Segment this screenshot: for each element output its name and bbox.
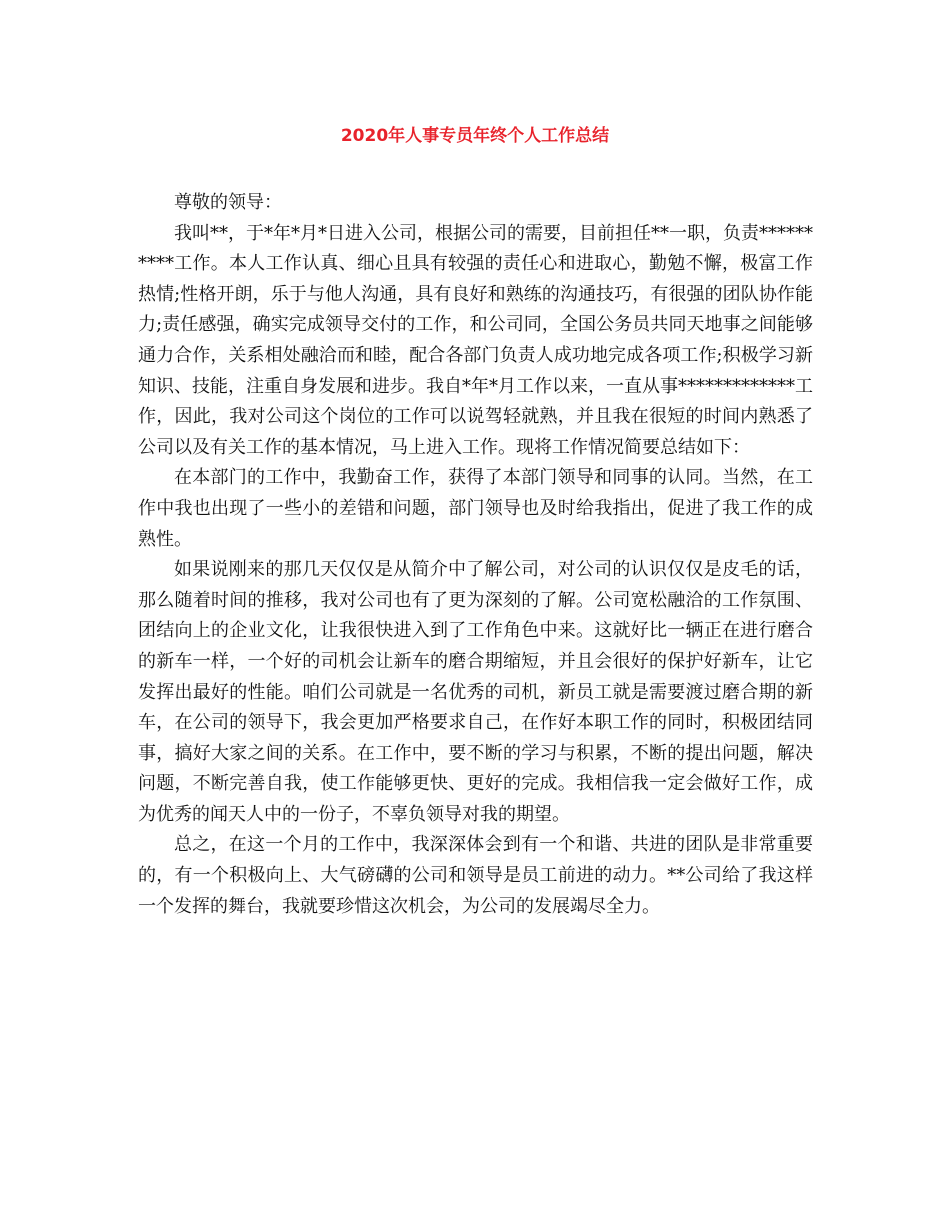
paragraph-introduction: 我叫**，于*年*月*日进入公司，根据公司的需要，目前担任**一职，负责**********工作。本人工作认真、细心且具有较强的责任心和进取心，勤勉不懈，极富工作热情;性格开朗，乐于与他人沟通，具有良好和熟练的沟通技巧，有很强的团队协作能力;责任感强，确实完成领导交付的工作，和公司同，全国公务员共同天地事之间能够通力合作，关系相处融洽而和睦，配合各部门负责人成功地完成各项工作;积极学习新知识、技能，注重自身发展和进步。我自*年*月工作以来，一直从事*************工作，因此，我对公司这个岗位的工作可以说驾轻就熟，并且我在很短的时间内熟悉了公司以及有关工作的基本情况，马上进入工作。现将工作情况简要总结如下：	[138, 222, 813, 458]
paragraph-department-work: 在本部门的工作中，我勤奋工作，获得了本部门领导和同事的认同。当然，在工作中我也出现了一些小的差错和问题，部门领导也及时给我指出，促进了我工作的成熟性。	[138, 467, 813, 550]
document-title: 2020年人事专员年终个人工作总结	[340, 126, 610, 146]
paragraph-company-understanding: 如果说刚来的那几天仅仅是从简介中了解公司，对公司的认识仅仅是皮毛的话，那么随着时间的推移，我对公司也有了更为深刻的了解。公司宽松融洽的工作氛围、团结向上的企业文化，让我很快进入到了工作角色中来。这就好比一辆正在进行磨合的新车一样，一个好的司机会让新车的磨合期缩短，并且会很好的保护好新车，让它发挥出最好的性能。咱们公司就是一名优秀的司机，新员工就是需要渡过磨合期的新车，在公司的领导下，我会更加严格要求自己，在作好本职工作的同时，积极团结同事，搞好大家之间的关系。在工作中，要不断的学习与积累，不断的提出问题，解决问题，不断完善自我，使工作能够更快、更好的完成。我相信我一定会做好工作，成为优秀的闻天人中的一份子，不辜负领导对我的期望。	[138, 559, 813, 825]
paragraph-conclusion: 总之，在这一个月的工作中，我深深体会到有一个和谐、共进的团队是非常重要的，有一个积极向上、大气磅礴的公司和领导是员工前进的动力。**公司给了我这样一个发挥的舞台，我就要珍惜这次机会，为公司的发展竭尽全力。	[138, 834, 813, 917]
salutation: 尊敬的领导：	[174, 192, 282, 213]
document-body	[138, 188, 813, 922]
